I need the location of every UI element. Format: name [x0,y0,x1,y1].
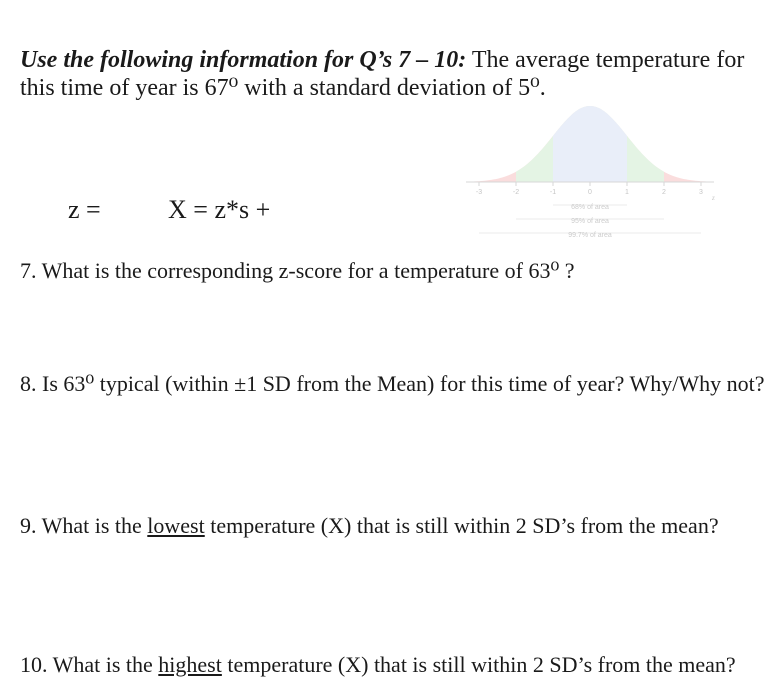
bell-tick-label: -3 [475,189,483,196]
x-formula: X = z*s + [168,195,271,224]
bell-tick-label: 3 [699,189,703,196]
intro-paragraph [20,46,755,102]
question-10 [20,652,768,678]
question-10-before: 10. What is the [20,652,159,677]
bell-band-label: 95% of area [571,218,609,225]
question-9 [20,513,768,539]
bell-tick-label: 1 [625,189,629,196]
bell-tick-label: 0 [588,189,592,196]
bell-tick-label: -1 [549,189,557,196]
question-8: 8. Is 63⁰ typical (within ±1 SD from the Mean) for this time of year? Why/Why not? [20,371,765,396]
question-10-after: temperature (X) that is still within 2 SD’s from the mean? [221,652,736,677]
bell-curve-graphic [462,96,724,246]
question-10-underlined: highest [158,652,222,677]
intro-lead: Use the following information for Q’s 7 – 10: [20,47,467,73]
question-9-underlined: lowest [147,513,205,538]
bell-tick-label: -2 [512,189,520,196]
bell-band-label: 68% of area [571,204,609,211]
question-9-before: 9. What is the [20,513,148,538]
bell-band-label: 99.7% of area [568,232,612,239]
intro-text: The average temperature for this time of year is 67⁰ with a standard deviation of 5⁰. [20,47,745,101]
question-7: 7. What is the corresponding z-score for a temperature of 63⁰ ? [20,258,575,283]
z-formula: z = [68,195,101,224]
bell-tick-label: 2 [662,189,666,196]
question-9-after: temperature (X) that is still within 2 SD’s from the mean? [204,513,719,538]
bell-inner-area [553,106,627,182]
bell-axis-label: z [712,194,715,202]
